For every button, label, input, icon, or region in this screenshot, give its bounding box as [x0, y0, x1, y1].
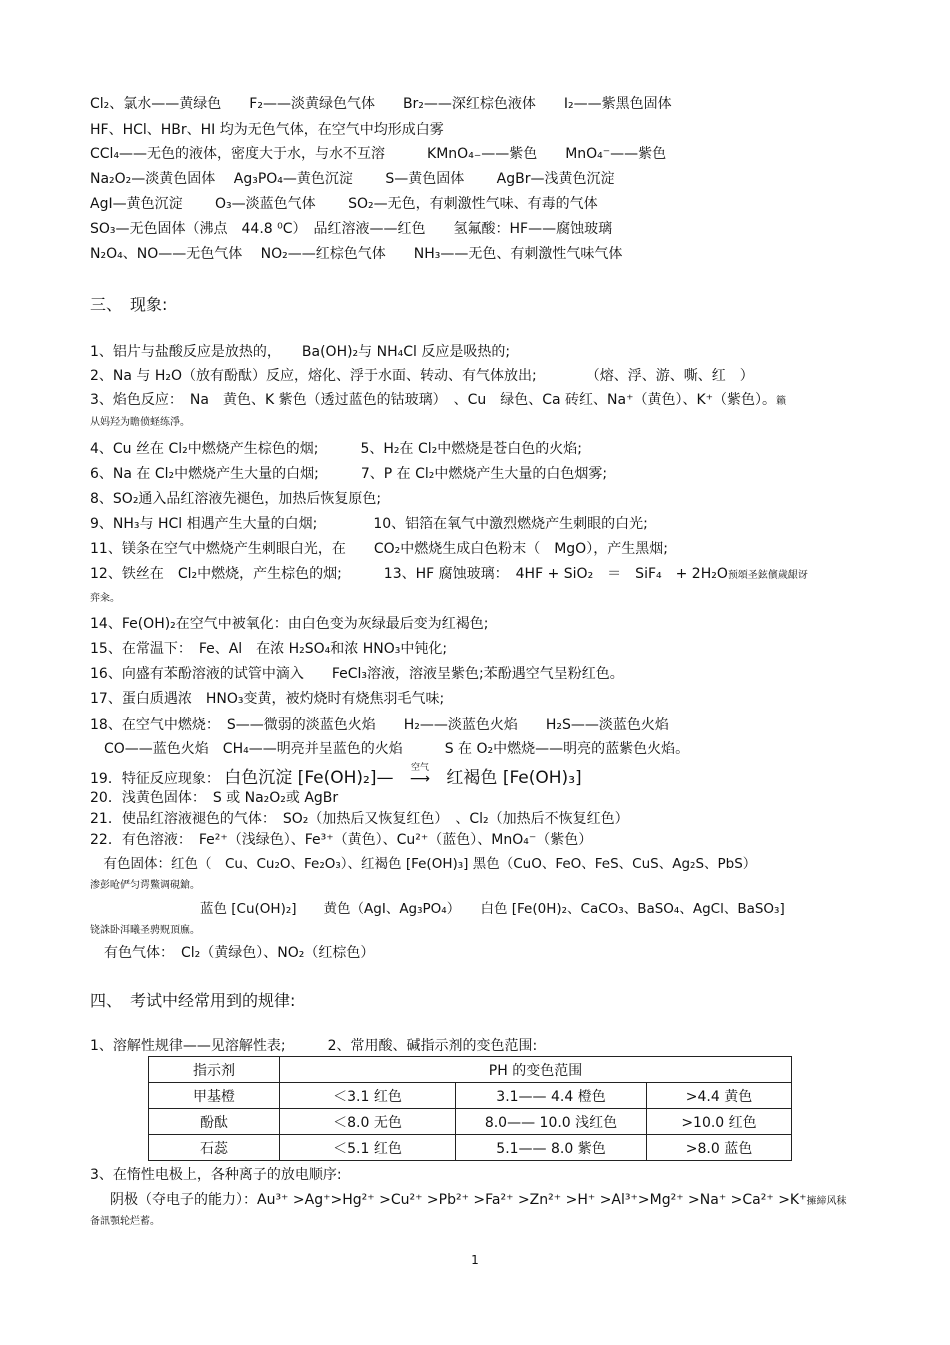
phenomenon-21: 21．使品红溶液褪色的气体： SO₂（加热后又恢复红色） 、Cl₂（加热后不恢复红色）: [90, 811, 629, 827]
reaction-arrow-icon: 空气 ⟶: [398, 771, 442, 787]
table-cell: 8.0—— 10.0 浅红色: [456, 1109, 647, 1135]
table-cell: ＜5.1 红色: [280, 1135, 456, 1161]
phenomenon-22: 22．有色溶液： Fe²⁺（浅绿色）、Fe³⁺（黄色）、Cu²⁺（蓝色）、MnO₄⁻（紫色）: [90, 832, 593, 848]
cathode-order: 阴极（夺电子的能力）：Au³⁺ >Ag⁺>Hg²⁺ >Cu²⁺ >Pb²⁺ >Fa²⁺ >Zn²⁺ >H⁺ >Al³⁺>Mg²⁺ >Na⁺ >Ca²⁺ >K⁺擁締风秣: [110, 1192, 847, 1208]
phenomenon-1: 1、铝片与盐酸反应是放热的， Ba(OH)₂与 NH₄Cl 反应是吸热的;: [90, 344, 511, 360]
color-line-ccl4: CCl₄——无色的液体，密度大于水，与水不互溶 KMnO₄₋——紫色 MnO₄⁻——紫色: [90, 146, 667, 162]
arrow-label: 空气: [410, 763, 429, 773]
phenomenon-16: 16、向盛有苯酚溶液的试管中滴入 FeCl₃溶液，溶液呈紫色;苯酚遇空气呈粉红色。: [90, 666, 624, 682]
color-line-so3: SO₃—无色固体（沸点 44.8 ⁰C） 品红溶液——红色 氢氟酸：HF——腐蚀玻璃: [90, 221, 613, 237]
cathode-tail: 备訊顎轮烂蓄。: [90, 1216, 160, 1227]
table-row: [149, 1083, 792, 1109]
table-cell: >4.4 黄色: [647, 1083, 792, 1109]
cathode-note: 擁締风秣: [806, 1196, 847, 1207]
table-row: [149, 1109, 792, 1135]
section-3-title: 三、 现象:: [90, 295, 168, 314]
page-number: 1: [471, 1253, 479, 1267]
colored-solids-tail: 渗彭呛俨匀谔鱉调硯鎗。: [90, 880, 200, 891]
table-cell: 3.1—— 4.4 橙色: [456, 1083, 647, 1109]
reaction-left: 白色沉淀 [Fe(OH)₂]—: [224, 768, 394, 788]
table-row: [149, 1135, 792, 1161]
phenomenon-19-prefix: 19．特征反应现象：: [90, 771, 220, 787]
table-header-cell: PH 的变色范围: [280, 1057, 792, 1083]
phenomenon-19: [90, 763, 582, 788]
indicator-table: [148, 1056, 792, 1161]
colored-solids-red-black: 有色固体：红色（ Cu、Cu₂O、Fe₂O₃）、红褐色 [Fe(OH)₃] 黑色（CuO、FeO、FeS、CuS、Ag₂S、PbS）: [90, 856, 757, 872]
phenomenon-20: 20．浅黄色固体： S 或 Na₂O₂或 AgBr: [90, 790, 339, 806]
color-line-hydrogen-halides: HF、HCl、HBr、HI 均为无色气体，在空气中均形成白雾: [90, 122, 444, 138]
table-cell: 5.1—— 8.0 紫色: [456, 1135, 647, 1161]
table-cell: >8.0 蓝色: [647, 1135, 792, 1161]
phenomenon-3-note: 籟: [776, 396, 787, 407]
phenomenon-11: 11、镁条在空气中燃烧产生刺眼白光，在 CO₂中燃烧生成白色粉末（ MgO），产生黑烟;: [90, 541, 668, 557]
phenomenon-3: 3、焰色反应： Na 黄色、K 紫色（透过蓝色的钴玻璃） 、Cu 绿色、Ca 砖红、Na⁺（黄色）、K⁺（紫色）。籟: [90, 392, 787, 408]
phenomenon-6-7: 6、Na 在 Cl₂中燃烧产生大量的白烟; 7、P 在 Cl₂中燃烧产生大量的白色烟雾;: [90, 466, 608, 482]
colored-solids-tail-2: 铙誅卧洱曦圣骋贶頂廡。: [90, 925, 200, 936]
table-header-cell: 指示剂: [149, 1057, 280, 1083]
table-cell: 酚酞: [149, 1109, 280, 1135]
phenomenon-3-tail: 从妈羟为瞻偾蛏练淨。: [90, 417, 190, 428]
section-4-title: 四、 考试中经常用到的规律:: [90, 991, 296, 1010]
phenomenon-17: 17、蛋白质遇浓 HNO₃变黄，被灼烧时有烧焦羽毛气味;: [90, 691, 445, 707]
table-header-row: [149, 1057, 792, 1083]
color-line-n2o4: N₂O₄、NO——无色气体 NO₂——红棕色气体 NH₃——无色、有刺激性气味气体: [90, 246, 623, 262]
color-line-na2o2: Na₂O₂—淡黄色固体 Ag₃PO₄—黄色沉淀 S—黄色固体 AgBr—浅黄色沉淀: [90, 171, 615, 187]
table-cell: ＜8.0 无色: [280, 1109, 456, 1135]
phenomenon-4-5: 4、Cu 丝在 Cl₂中燃烧产生棕色的烟; 5、H₂在 Cl₂中燃烧是苍白色的火焰;: [90, 441, 582, 457]
discharge-order-title: 3、在惰性电极上，各种离子的放电顺序:: [90, 1167, 342, 1183]
table-cell: ＜3.1 红色: [280, 1083, 456, 1109]
section-4-intro: 1、溶解性规律——见溶解性表; 2、常用酸、碱指示剂的变色范围:: [90, 1038, 538, 1054]
phenomenon-13-note: 预頌圣鉉儐歲龈讶: [727, 570, 808, 581]
table-cell: >10.0 红色: [647, 1109, 792, 1135]
phenomenon-9-10: 9、NH₃与 HCl 相遇产生大量的白烟; 10、铝箔在氧气中激烈燃烧产生刺眼的白光;: [90, 516, 648, 532]
phenomenon-18-cont: CO——蓝色火焰 CH₄——明亮并呈蓝色的火焰 S 在 O₂中燃烧——明亮的蓝紫色火焰。: [90, 741, 690, 757]
phenomenon-18: 18、在空气中燃烧： S——微弱的淡蓝色火焰 H₂——淡蓝色火焰 H₂S——淡蓝色火焰: [90, 717, 669, 733]
phenomenon-12-13: 12、铁丝在 Cl₂中燃烧，产生棕色的烟; 13、HF 腐蚀玻璃： 4HF + SiO₂ ＝ SiF₄ + 2H₂O预頌圣鉉儐歲龈讶: [90, 566, 808, 582]
colored-solids-blue-yellow-white: 蓝色 [Cu(OH)₂] 黄色（AgI、Ag₃PO₄） 白色 [Fe(0H)₂、CaCO₃、BaSO₄、AgCl、BaSO₃]: [200, 901, 785, 917]
phenomenon-13-tail: 弈籴。: [90, 593, 120, 604]
reaction-right: 红褐色 [Fe(OH)₃]: [446, 768, 582, 788]
table-cell: 石蕊: [149, 1135, 280, 1161]
phenomenon-15: 15、在常温下： Fe、Al 在浓 H₂SO₄和浓 HNO₃中钝化;: [90, 641, 448, 657]
color-line-halogens: Cl₂、氯水——黄绿色 F₂——淡黄绿色气体 Br₂——深红棕色液体 I₂——紫黑色固体: [90, 96, 672, 112]
phenomenon-8: 8、SO₂通入品红溶液先褪色，加热后恢复原色;: [90, 491, 382, 507]
color-line-agi: AgI—黄色沉淀 O₃—淡蓝色气体 SO₂—无色，有刺激性气味、有毒的气体: [90, 196, 598, 212]
table-cell: 甲基橙: [149, 1083, 280, 1109]
phenomenon-2: 2、Na 与 H₂O（放有酚酞）反应，熔化、浮于水面、转动、有气体放出; （熔、浮、游、嘶、红 ）: [90, 368, 754, 384]
phenomenon-14: 14、Fe(OH)₂在空气中被氧化：由白色变为灰绿最后变为红褐色;: [90, 616, 489, 632]
colored-gases: 有色气体： Cl₂（黄绿色）、NO₂（红棕色）: [90, 945, 375, 961]
